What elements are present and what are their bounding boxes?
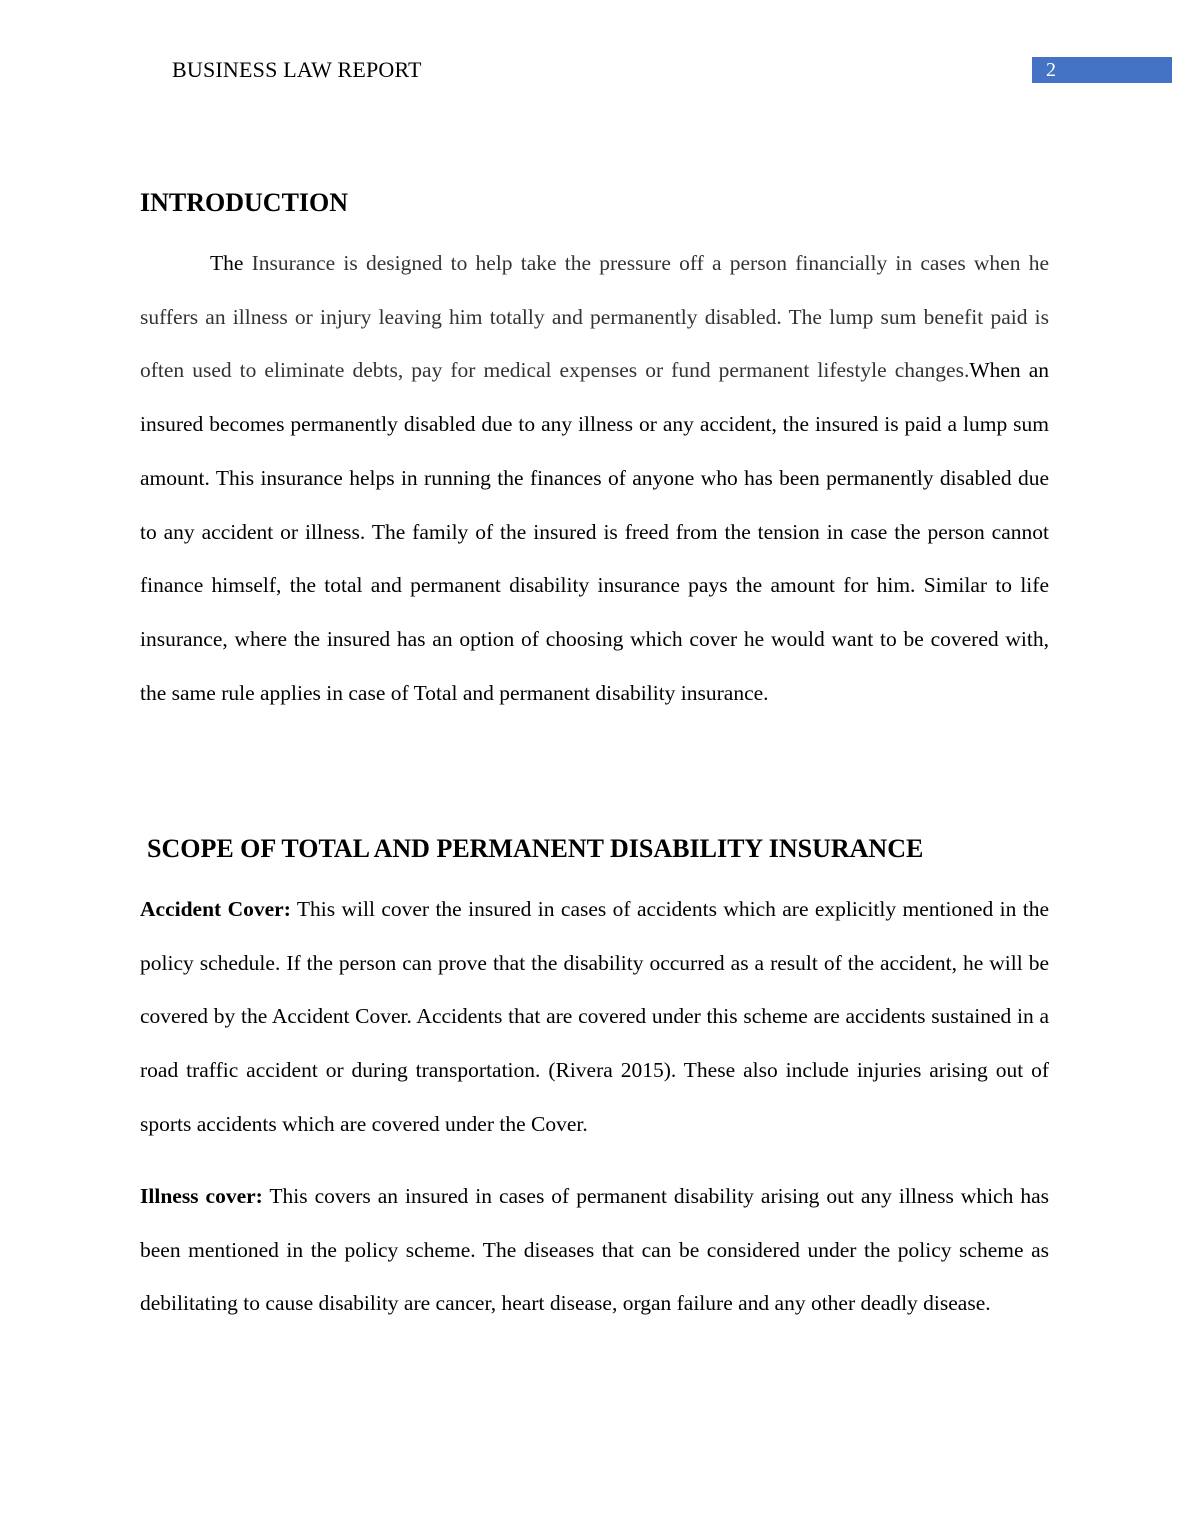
introduction-paragraph [140, 237, 1049, 720]
intro-lead-word: The [210, 251, 252, 275]
running-header-title: BUSINESS LAW REPORT [172, 57, 422, 82]
illness-cover-text: This covers an insured in cases of permanent disability arising out any illness which has been mentioned in the policy scheme. The diseases that can be considered under the policy scheme as debilitating to cause disability are cancer, heart disease, organ failure and any other deadly disease. [140, 1184, 1049, 1316]
intro-body-text: When an insured becomes permanently disabled due to any illness or any accident, the insured is paid a lump sum amount. This insurance helps in running the finances of anyone who has been permanently disabled due to any accident or illness. The family of the insured is freed from the tension in case the person cannot finance himself, the total and permanent disability insurance pays the amount for him. Similar to life insurance, where the insured has an option of choosing which cover he would want to be covered with, the same rule applies in case of Total and permanent disability insurance. [140, 358, 1049, 705]
page-number: 2 [1046, 59, 1056, 81]
page-number-badge [1032, 57, 1172, 83]
illness-cover-label: Illness cover: [140, 1184, 263, 1208]
introduction-heading: INTRODUCTION [140, 188, 349, 217]
accident-cover-text: This will cover the insured in cases of accidents which are explicitly mentioned in the policy schedule. If the person can prove that the disability occurred as a result of the accident, he will be covered by the Accident Cover. Accidents that are covered under this scheme are accidents sustained in a road traffic accident or during transportation. (Rivera 2015). These also include injuries arising out of sports accidents which are covered under the Cover. [140, 897, 1049, 1136]
illness-cover-paragraph [140, 1170, 1049, 1331]
scope-heading: SCOPE OF TOTAL AND PERMANENT DISABILITY INSURANCE [147, 834, 924, 863]
accident-cover-paragraph [140, 883, 1049, 1152]
intro-definition-text: Insurance is designed to help take the pressure off a person financially in cases when he suffers an illness or injury leaving him totally and permanently disabled. The lump sum benefit paid is often used to eliminate debts, pay for medical expenses or fund permanent lifestyle changes. [140, 251, 1049, 383]
accident-cover-label: Accident Cover: [140, 897, 291, 921]
